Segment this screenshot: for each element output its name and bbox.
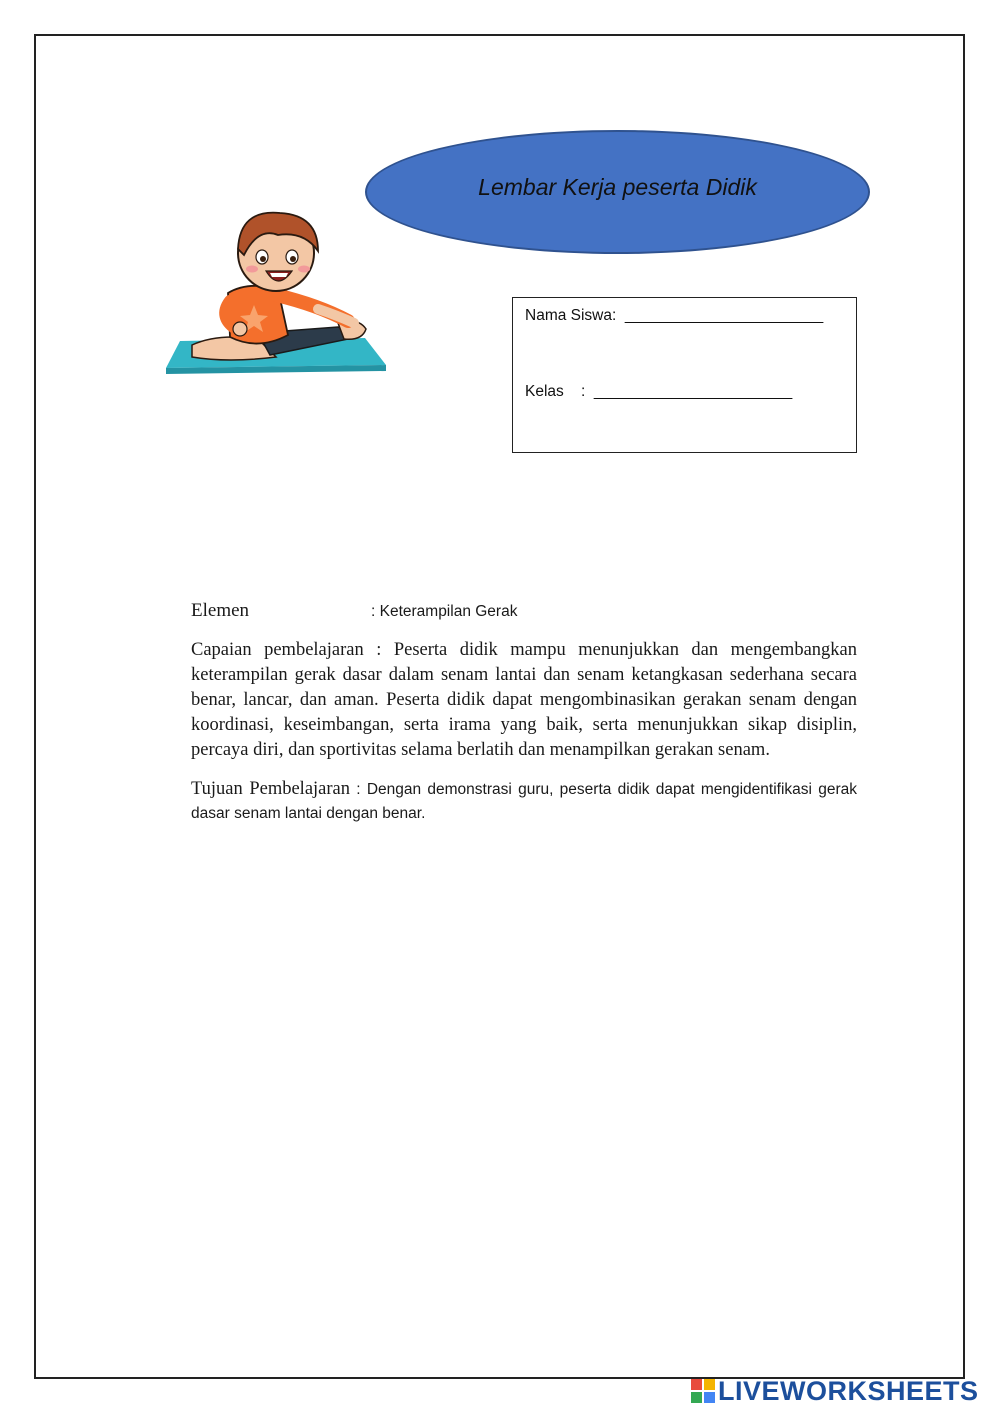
capaian-text: : Peserta didik mampu menunjukkan dan mengembangkan keterampilan gerak dasar dalam senam lantai dan senam ketangkasan sederhana secara benar, lancar, dan aman. Peserta didik dapat mengombinasikan gerakan senam dengan koordinasi, keseimbangan, serta irama yang baik, serta menunjukkan sikap disiplin, percaya diri, dan sportivitas selama berlatih dan menampilkan gerakan senam. — [191, 640, 857, 760]
page-title: Lembar Kerja peserta Didik — [478, 173, 757, 200]
tujuan-text: : Dengan demonstrasi guru, peserta didik dapat mengidentifikasi gerak dasar senam lantai dengan benar. — [191, 781, 857, 822]
tujuan-label: Tujuan Pembelajaran — [191, 779, 351, 799]
liveworksheets-wordmark: LIVEWORKSHEETS — [718, 1375, 979, 1406]
student-name-field[interactable]: Nama Siswa: _______________________ — [525, 307, 824, 324]
capaian-paragraph — [191, 638, 857, 763]
student-class-field[interactable]: Kelas : _______________________ — [525, 383, 793, 400]
elemen-label: Elemen — [191, 600, 250, 621]
kid-stretching-illustration — [158, 205, 393, 390]
elemen-line — [191, 600, 857, 622]
title-banner — [365, 130, 870, 254]
capaian-label: Capaian pembelajaran — [191, 640, 364, 660]
student-identity-box — [512, 297, 857, 453]
liveworksheets-blocks-icon — [691, 1379, 715, 1403]
elemen-value: : Keterampilan Gerak — [371, 603, 518, 620]
tujuan-paragraph — [191, 777, 857, 826]
learning-content — [191, 600, 857, 826]
liveworksheets-logo — [691, 1376, 979, 1406]
